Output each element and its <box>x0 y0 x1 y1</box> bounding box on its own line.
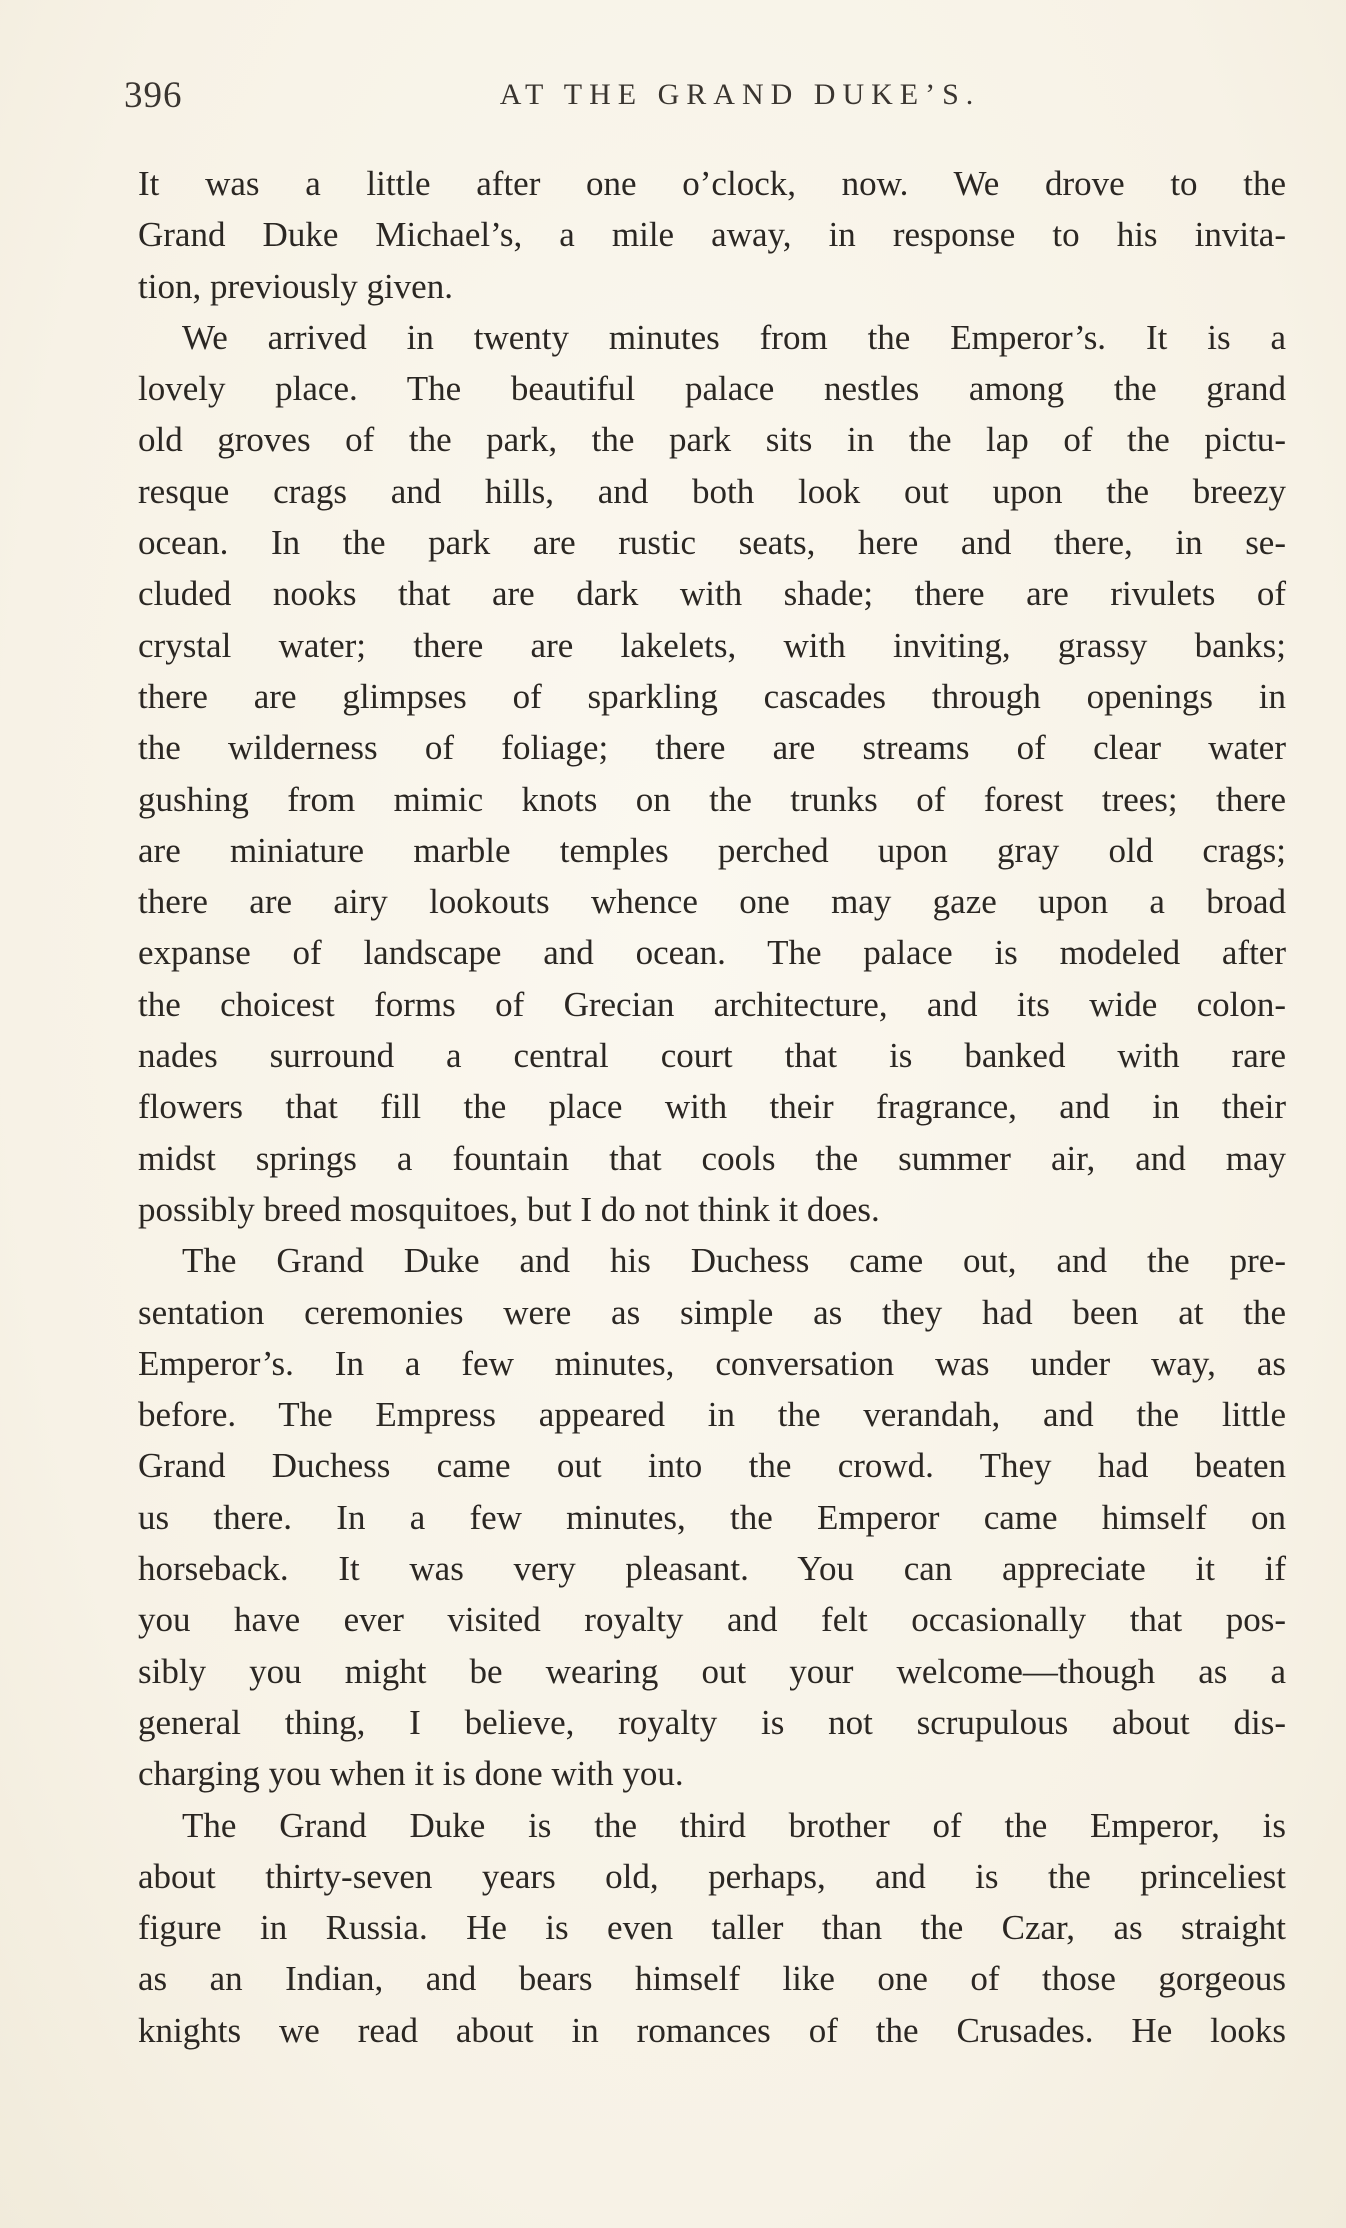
page-number: 396 <box>124 75 183 116</box>
text-line: about thirty-seven years old, perhaps, and is the princeliest <box>138 1856 1286 1896</box>
text-line: before. The Empress appeared in the verandah, and the little <box>138 1395 1286 1435</box>
text-line: general thing, I believe, royalty is not scrupulous about dis- <box>138 1702 1286 1742</box>
paragraph <box>138 1800 1286 2056</box>
text-line: We arrived in twenty minutes from the Emperor’s. It is a <box>182 317 1286 357</box>
text-line: flowers that fill the place with their fragrance, and in their <box>138 1087 1286 1127</box>
text-line: old groves of the park, the park sits in the lap of the pictu- <box>138 420 1286 460</box>
text-line: cluded nooks that are dark with shade; there are rivulets of <box>138 574 1286 614</box>
text-line: expanse of landscape and ocean. The palace is modeled after <box>138 933 1286 973</box>
text-line: gushing from mimic knots on the trunks of forest trees; there <box>138 779 1286 819</box>
text-line: The Grand Duke and his Duchess came out, and the pre- <box>182 1241 1286 1281</box>
text-line: you have ever visited royalty and felt occasionally that pos- <box>138 1600 1286 1640</box>
text-line: Emperor’s. In a few minutes, conversation was under way, as <box>138 1343 1286 1383</box>
text-line: the wilderness of foliage; there are streams of clear water <box>138 728 1286 768</box>
text-line: The Grand Duke is the third brother of the Emperor, is <box>182 1805 1286 1845</box>
text-line: sibly you might be wearing out your welcome—though as a <box>138 1651 1286 1691</box>
text-line: sentation ceremonies were as simple as they had been at the <box>138 1292 1286 1332</box>
text-line: there are airy lookouts whence one may gaze upon a broad <box>138 882 1286 922</box>
text-line: lovely place. The beautiful palace nestles among the grand <box>138 369 1286 409</box>
text-line: possibly breed mosquitoes, but I do not think it does. <box>138 1189 880 1229</box>
text-line: knights we read about in romances of the Crusades. He looks <box>138 2010 1286 2050</box>
text-line: nades surround a central court that is banked with rare <box>138 1036 1286 1076</box>
running-head <box>124 74 1286 122</box>
text-line: tion, previously given. <box>138 266 453 306</box>
text-line: ocean. In the park are rustic seats, here and there, in se- <box>138 523 1286 563</box>
text-line: resque crags and hills, and both look out upon the breezy <box>138 471 1286 511</box>
text-line: us there. In a few minutes, the Emperor came himself on <box>138 1497 1286 1537</box>
text-line: horseback. It was very pleasant. You can appreciate it if <box>138 1549 1286 1589</box>
text-line: midst springs a fountain that cools the summer air, and may <box>138 1138 1286 1178</box>
paragraph <box>138 312 1286 1235</box>
text-line: Grand Duke Michael’s, a mile away, in response to his invita- <box>138 215 1286 255</box>
text-line: Grand Duchess came out into the crowd. They had beaten <box>138 1446 1286 1486</box>
text-line: as an Indian, and bears himself like one of those gorgeous <box>138 1959 1286 1999</box>
text-line: there are glimpses of sparkling cascades through openings in <box>138 676 1286 716</box>
text-line: the choicest forms of Grecian architecture, and its wide colon- <box>138 984 1286 1024</box>
paragraph <box>138 1235 1286 1799</box>
text-line: It was a little after one o’clock, now. We drove to the <box>138 164 1286 203</box>
text-line: charging you when it is done with you. <box>138 1754 684 1794</box>
text-line: are miniature marble temples perched upon gray old crags; <box>138 830 1286 870</box>
text-line: crystal water; there are lakelets, with inviting, grassy banks; <box>138 625 1286 665</box>
paragraph <box>138 158 1286 312</box>
running-title: AT THE GRAND DUKE’S. <box>499 78 981 111</box>
body-text <box>138 158 1286 2056</box>
text-line: figure in Russia. He is even taller than the Czar, as straight <box>138 1908 1286 1948</box>
